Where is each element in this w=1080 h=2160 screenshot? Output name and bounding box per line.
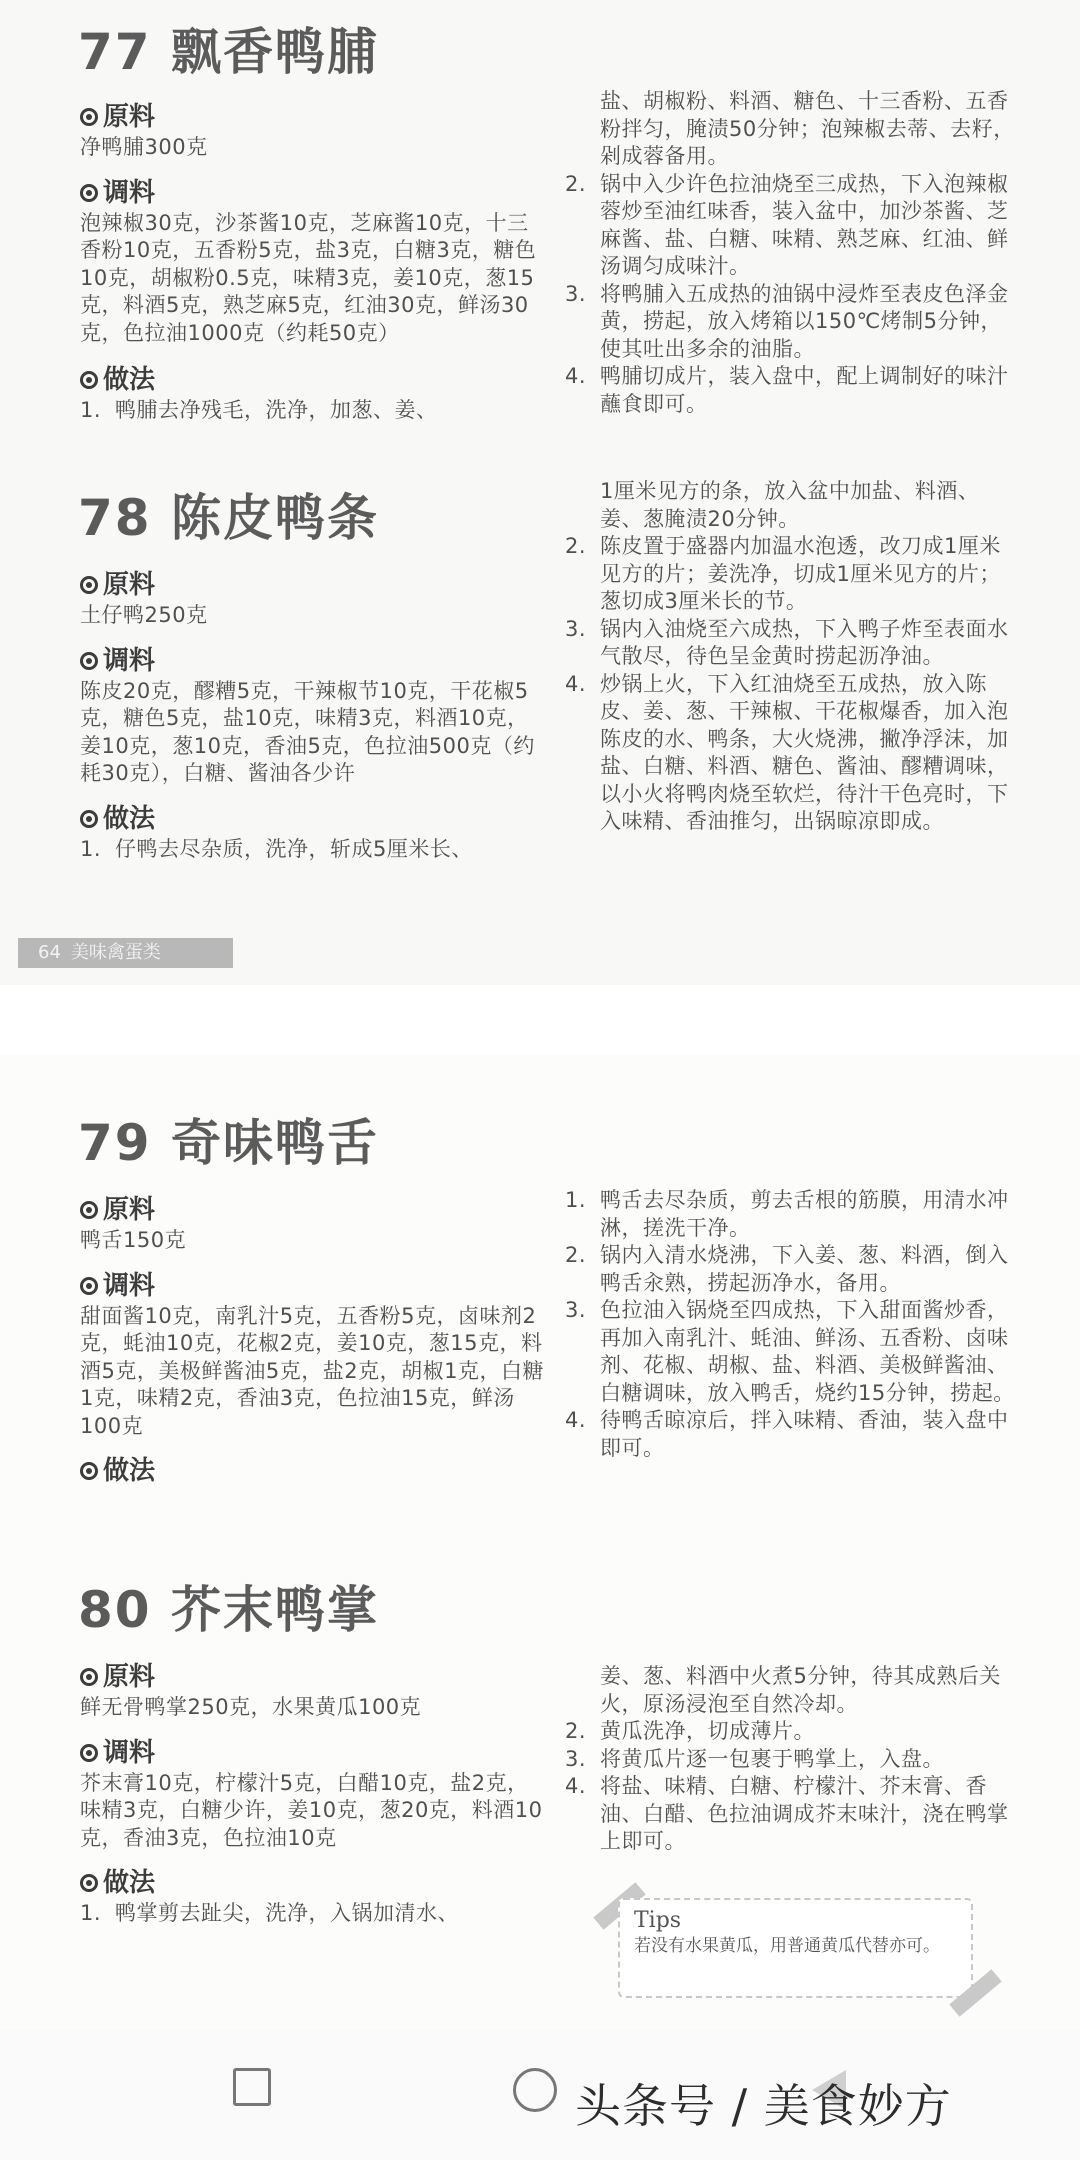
ingredients-heading: 原料 [80,1660,545,1694]
method-step-4: 4. 将盐、味精、白糖、柠檬汁、芥末膏、香油、白醋、色拉油调成芥末味汁，浇在鸭掌上即可。 [565,1774,1009,1853]
section-bullet-icon [80,371,98,389]
section-name: 美味禽蛋类 [70,942,161,963]
section-bullet-icon [80,108,98,126]
section-bullet-icon [80,1277,98,1295]
book-page-64 [0,0,1080,985]
method-step-1-start: 1. 鸭脯去净残毛，洗净，加葱、姜、 [80,398,438,422]
method-step-1: 1. 鸭舌去尽杂质，剪去舌根的筋膜，用清水冲淋，搓洗干净。 [565,1188,1009,1240]
seasoning-heading: 调料 [80,644,545,678]
ingredients-heading: 原料 [80,1193,545,1227]
section-bullet-icon [80,810,98,828]
seasoning-heading: 调料 [80,1736,545,1770]
method-step-3: 3. 将黄瓜片逐一包裹于鸭掌上，入盘。 [565,1746,944,1771]
method-step-1-continued: 1厘米见方的条，放入盆中加盐、料酒、姜、葱腌渍20分钟。 [600,479,980,531]
ingredients-text: 鸭舌150克 [80,1228,187,1252]
ingredients-heading: 原料 [80,568,545,602]
recipe-80-right-column [565,1663,1020,1856]
seasoning-text: 甜面酱10克，南乳汁5克，五香粉5克，卤味剂2克，蚝油10克，花椒2克，姜10克，葱15克，料酒5克，美极鲜酱油5克，盐2克，胡椒1克，白糖1克，味精2克，香油3克，色拉油15克，鲜汤100克 [80,1303,544,1438]
tips-title: Tips [634,1908,682,1933]
tips-box [618,1898,973,1998]
method-step-4: 4. 鸭脯切成片，装入盘中，配上调制好的味汁蘸食即可。 [565,364,1009,416]
ingredients-text: 净鸭脯300克 [80,135,208,159]
page-footer-badge [18,938,233,968]
recipe-80-title: 80 芥末鸭掌 [78,1581,379,1639]
seasoning-text: 芥末膏10克，柠檬汁5克，白醋10克，盐2克，味精3克，白糖少许，姜10克，葱20克，料酒10克，香油3克，色拉油10克 [80,1770,543,1850]
method-step-4: 4. 待鸭舌晾凉后，拌入味精、香油，装入盘中即可。 [565,1408,1009,1460]
recipe-79-right-column [565,1187,1020,1462]
method-step-1-continued: 盐、胡椒粉、料酒、糖色、十三香粉、五香粉拌匀，腌渍50分钟；泡辣椒去蒂、去籽，剁成蓉备用。 [600,89,1015,168]
seasoning-text: 泡辣椒30克，沙茶酱10克，芝麻酱10克，十三香粉10克，五香粉5克，盐3克，白糖3克，糖色10克，胡椒粉0.5克，味精3克，姜10克，葱15克，料酒5克，熟芝麻5克，红油30克，鲜汤30克，色拉油1000克（约耗50克） [80,210,537,345]
section-bullet-icon [80,1668,98,1686]
section-bullet-icon [80,576,98,594]
recipe-79-title: 79 奇味鸭舌 [78,1114,379,1172]
method-step-2: 2. 锅中入少许色拉油烧至三成热，下入泡辣椒蓉炒至油红味香，装入盆中，加沙茶酱、芝麻酱、盐、白糖、味精、熟芝麻、红油、鲜汤调匀成味汁。 [565,171,1009,278]
section-bullet-icon [80,1462,98,1480]
method-step-2: 2. 陈皮置于盛器内加温水泡透，改刀成1厘米见方的片；姜洗净，切成1厘米见方的片；葱切成3厘米长的节。 [565,534,1001,613]
recipe-79-left-column [80,1193,545,1488]
method-step-1-continued: 姜、葱、料酒中火煮5分钟，待其成熟后关火，原汤浸泡至自然冷却。 [600,1664,1001,1716]
method-step-2: 2. 黄瓜洗净，切成薄片。 [565,1719,815,1743]
book-page-65 [0,1055,1080,2030]
recipe-78-title: 78 陈皮鸭条 [78,489,379,547]
nav-recents-icon[interactable] [233,2068,271,2106]
method-step-1-start: 1. 仔鸭去尽杂质，洗净，斩成5厘米长、 [80,836,473,861]
page-number: 64 [38,942,61,963]
method-heading: 做法 [80,1454,545,1488]
method-step-4: 4. 炒锅上火，下入红油烧至五成热，放入陈皮、姜、葱、干辣椒、干花椒爆香，加入泡陈皮的水、鸭条，大火烧沸，撇净浮沫，加盐、白糖、料酒、糖色、酱油、醪糟调味，以小火将鸭肉烧至软烂，待汁干色亮时，下入味精、香油推匀，出锅晾凉即成。 [565,671,1009,833]
method-heading: 做法 [80,363,545,397]
recipe-77-left-column [80,100,545,425]
recipe-80-left-column [80,1660,545,1928]
ingredients-text: 土仔鸭250克 [80,603,208,627]
recipe-77-right-column [565,88,1020,418]
page-gap [0,985,1080,1055]
recipe-77-title: 77 飘香鸭脯 [78,23,379,81]
seasoning-heading: 调料 [80,176,545,210]
nav-home-icon[interactable] [513,2068,557,2112]
method-step-3: 3. 锅内入油烧至六成热，下入鸭子炸至表面水气散尽，待色呈金黄时捞起沥净油。 [565,616,1009,668]
method-step-2: 2. 锅内入清水烧沸，下入姜、葱、料酒，倒入鸭舌汆熟，捞起沥净水，备用。 [565,1243,1009,1295]
method-step-1-start: 1. 鸭掌剪去趾尖，洗净，入锅加清水、 [80,1901,459,1925]
section-bullet-icon [80,1874,98,1892]
section-bullet-icon [80,1744,98,1762]
recipe-78-right-column [565,478,1020,836]
section-bullet-icon [80,652,98,670]
section-bullet-icon [80,184,98,202]
ingredients-heading: 原料 [80,100,545,134]
tips-text: 若没有水果黄瓜，用普通黄瓜代替亦可。 [634,1936,940,1956]
seasoning-text: 陈皮20克，醪糟5克，干辣椒节10克，干花椒5克，糖色5克，盐10克，味精3克，料酒10克，姜10克，葱10克，香油5克，色拉油500克（约耗30克），白糖、酱油各少许 [80,678,535,785]
seasoning-heading: 调料 [80,1269,545,1303]
ingredients-text: 鲜无骨鸭掌250克，水果黄瓜100克 [80,1695,422,1719]
section-bullet-icon [80,1201,98,1219]
method-step-3: 3. 将鸭脯入五成热的油锅中浸炸至表皮色泽金黄，捞起，放入烤箱以150℃烤制5分钟，使其吐出多余的油脂。 [565,281,1009,361]
source-watermark: 头条号 / 美食妙方 [575,2079,952,2133]
method-step-3: 3. 色拉油入锅烧至四成热，下入甜面酱炒香，再加入南乳汁、蚝油、鲜汤、五香粉、卤味剂、花椒、胡椒、盐、料酒、美极鲜酱油、白糖调味，放入鸭舌，烧约15分钟，捞起。 [565,1298,1015,1405]
method-heading: 做法 [80,1866,545,1900]
recipe-78-left-column [80,568,545,863]
method-heading: 做法 [80,802,545,836]
